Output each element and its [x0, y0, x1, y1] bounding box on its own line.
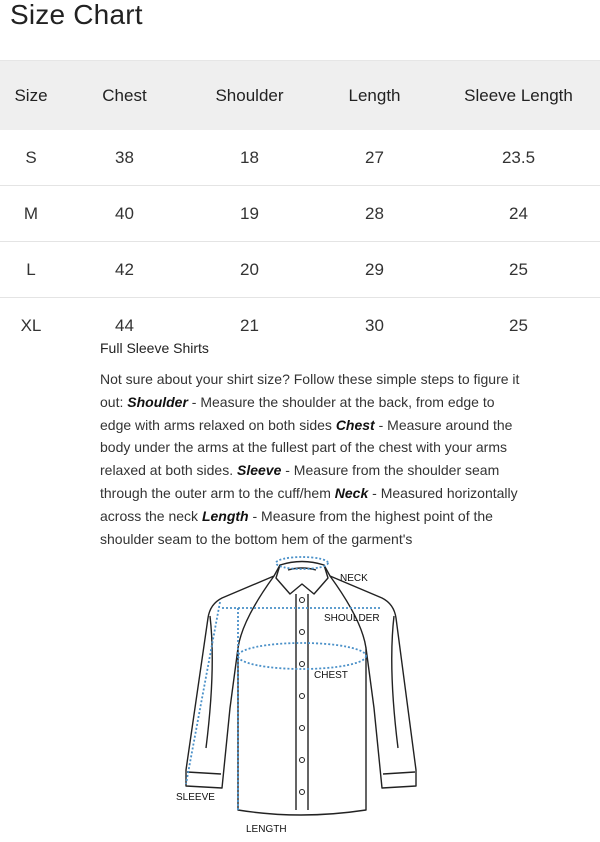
- measurement-guides: [186, 557, 382, 810]
- term-shoulder: Shoulder: [127, 393, 188, 410]
- table-row: [0, 242, 600, 298]
- cell-length: 28: [312, 186, 437, 242]
- header-sleeve-length: Sleeve Length: [437, 61, 600, 131]
- cell-shoulder: 18: [187, 130, 312, 186]
- term-chest: Chest: [335, 416, 375, 433]
- desc-shoulder: - Measure the shoulder at the back, from edge to edge with arms relaxed on both sides: [100, 393, 495, 433]
- table-row: [0, 130, 600, 186]
- header-length: Length: [312, 61, 437, 131]
- table-header-row: [0, 61, 600, 131]
- cell-size: S: [0, 130, 62, 186]
- cell-chest: 42: [62, 242, 187, 298]
- label-shoulder: SHOULDER: [324, 613, 380, 624]
- cell-sleeve-length: 25: [437, 242, 600, 298]
- header-chest: Chest: [62, 61, 187, 131]
- measurement-instructions: [100, 368, 520, 550]
- cell-shoulder: 21: [240, 315, 259, 335]
- cell-shoulder: 20: [187, 242, 312, 298]
- label-length: LENGTH: [246, 824, 287, 835]
- term-neck: Neck: [334, 484, 369, 501]
- label-sleeve: SLEEVE: [176, 792, 215, 803]
- table-row: [0, 298, 600, 354]
- diagram-labels: [176, 573, 380, 835]
- size-chart-table: [0, 60, 600, 353]
- cell-chest: 38: [62, 130, 187, 186]
- neck-guide: [276, 557, 328, 569]
- header-size: Size: [0, 61, 62, 131]
- guide-title: Full Sleeve Shirts: [100, 340, 209, 356]
- cell-chest: 40: [62, 186, 187, 242]
- cell-size: XL: [20, 315, 42, 335]
- cell-length: 27: [312, 130, 437, 186]
- desc-neck: - Measured horizontally across the neck: [100, 484, 518, 524]
- label-neck: NECK: [340, 573, 368, 584]
- shirt-buttons: [300, 598, 305, 795]
- shirt-measurement-diagram: [170, 548, 432, 838]
- cell-size: L: [0, 242, 62, 298]
- cell-sleeve-length: 24: [437, 186, 600, 242]
- guide-intro: Not sure about your shirt size? Follow these simple steps to figure it out:: [100, 371, 520, 410]
- cell-chest: 44: [115, 315, 134, 335]
- header-shoulder: Shoulder: [187, 61, 312, 131]
- term-sleeve: Sleeve: [236, 462, 282, 479]
- label-chest: CHEST: [314, 670, 348, 681]
- cell-sleeve-length: 25: [509, 315, 528, 335]
- desc-length: - Measure from the highest point of the shoulder seam to the bottom hem of the garment's: [100, 507, 493, 547]
- cell-length: 30: [365, 315, 384, 335]
- cell-size: M: [0, 186, 62, 242]
- desc-chest: - Measure around the body under the arms at the fullest part of the chest with your arms relaxed at both sides.: [100, 416, 513, 479]
- cell-sleeve-length: 23.5: [437, 130, 600, 186]
- cell-length: 29: [312, 242, 437, 298]
- sleeve-guide: [186, 602, 220, 784]
- page-title: Size Chart: [10, 0, 143, 30]
- desc-sleeve: - Measure from the shoulder seam through the outer arm to the cuff/hem: [100, 462, 500, 501]
- term-length: Length: [201, 507, 249, 524]
- cell-shoulder: 19: [187, 186, 312, 242]
- table-row: [0, 186, 600, 242]
